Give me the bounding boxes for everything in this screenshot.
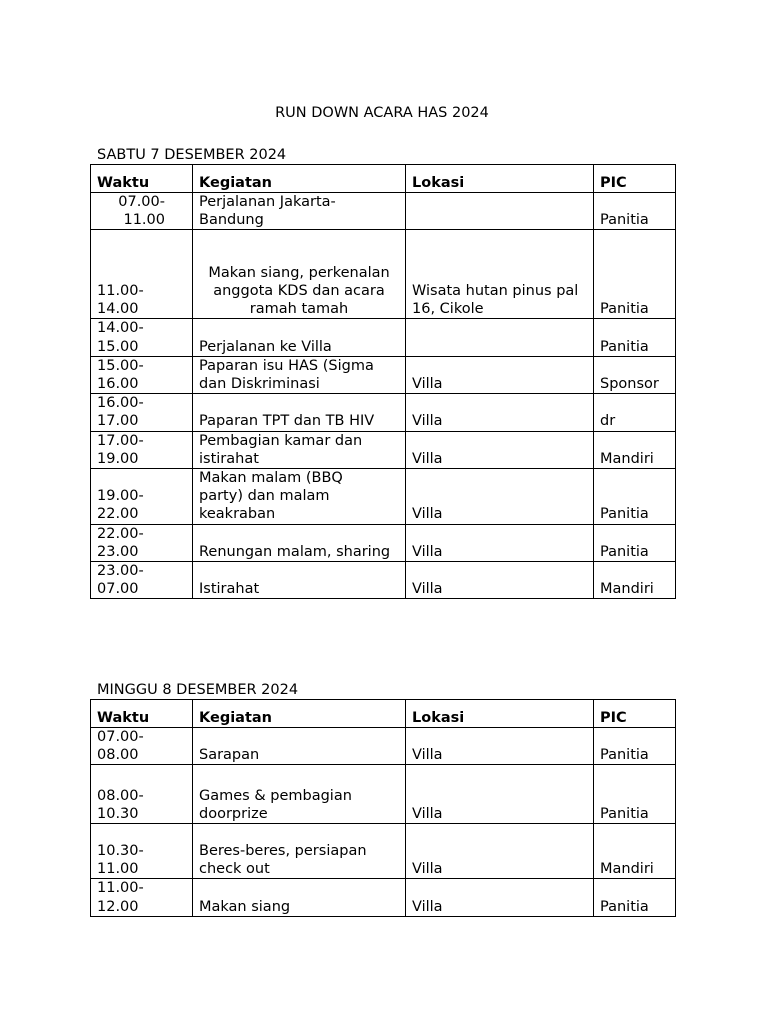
time-cell: 07.00- 11.00 [91,193,193,230]
time-cell: 11.00- 12.00 [91,879,193,916]
day-heading-saturday: SABTU 7 DESEMBER 2024 [97,147,287,163]
pic-cell: Mandiri [594,431,676,468]
pic-cell: Panitia [594,765,676,824]
activity-cell: Games & pembagian doorprize [193,765,406,824]
activity-cell: Paparan isu HAS (Sigma dan Diskriminasi [193,356,406,393]
time-cell: 07.00- 08.00 [91,728,193,765]
time-cell: 16.00- 17.00 [91,394,193,431]
location-cell: Villa [406,879,594,916]
table-row [91,765,676,824]
time-cell: 11.00- 14.00 [91,230,193,319]
location-cell: Villa [406,356,594,393]
time-cell: 19.00- 22.00 [91,469,193,525]
activity-cell: Makan siang [193,879,406,916]
location-cell: Villa [406,524,594,561]
pic-cell: Mandiri [594,562,676,599]
table-row [91,824,676,879]
activity-cell: Makan siang, perkenalan anggota KDS dan acara ramah tamah [193,230,406,319]
table-row [91,319,676,356]
schedule-table-sunday [90,699,676,917]
pic-cell: dr [594,394,676,431]
activity-cell: Sarapan [193,728,406,765]
table-row [91,230,676,319]
activity-cell: Istirahat [193,562,406,599]
table-row [91,193,676,230]
location-cell: Villa [406,824,594,879]
document-title: RUN DOWN ACARA HAS 2024 [275,105,489,121]
pic-cell: Panitia [594,469,676,525]
pic-cell: Panitia [594,193,676,230]
activity-cell: Paparan TPT dan TB HIV [193,394,406,431]
column-header-location: Lokasi [406,700,594,728]
pic-cell: Panitia [594,524,676,561]
table-header-row [91,700,676,728]
table-row [91,524,676,561]
activity-cell: Perjalanan Jakarta- Bandung [193,193,406,230]
time-cell: 14.00- 15.00 [91,319,193,356]
time-cell: 10.30- 11.00 [91,824,193,879]
location-cell: Villa [406,765,594,824]
activity-cell: Perjalanan ke Villa [193,319,406,356]
column-header-time: Waktu [91,700,193,728]
location-cell: Villa [406,562,594,599]
column-header-activity: Kegiatan [193,700,406,728]
location-cell: Villa [406,394,594,431]
time-cell: 22.00- 23.00 [91,524,193,561]
activity-cell: Renungan malam, sharing [193,524,406,561]
table-row [91,562,676,599]
column-header-pic: PIC [594,165,676,193]
location-cell: Villa [406,728,594,765]
time-cell: 08.00- 10.30 [91,765,193,824]
table-row [91,431,676,468]
pic-cell: Panitia [594,728,676,765]
location-cell [406,319,594,356]
time-cell: 17.00- 19.00 [91,431,193,468]
location-cell [406,193,594,230]
column-header-activity: Kegiatan [193,165,406,193]
table-row [91,728,676,765]
activity-cell: Beres-beres, persiapan check out [193,824,406,879]
pic-cell: Panitia [594,230,676,319]
day-heading-sunday: MINGGU 8 DESEMBER 2024 [97,682,299,698]
column-header-pic: PIC [594,700,676,728]
table-row [91,394,676,431]
schedule-table-saturday [90,164,676,599]
location-cell: Wisata hutan pinus pal 16, Cikole [406,230,594,319]
table-row [91,469,676,525]
table-row [91,879,676,916]
time-cell: 23.00- 07.00 [91,562,193,599]
time-cell: 15.00- 16.00 [91,356,193,393]
table-row [91,356,676,393]
table-header-row [91,165,676,193]
pic-cell: Sponsor [594,356,676,393]
activity-cell: Pembagian kamar dan istirahat [193,431,406,468]
pic-cell: Mandiri [594,824,676,879]
column-header-time: Waktu [91,165,193,193]
activity-cell: Makan malam (BBQ party) dan malam keakraban [193,469,406,525]
pic-cell: Panitia [594,319,676,356]
location-cell: Villa [406,431,594,468]
column-header-location: Lokasi [406,165,594,193]
pic-cell: Panitia [594,879,676,916]
location-cell: Villa [406,469,594,525]
